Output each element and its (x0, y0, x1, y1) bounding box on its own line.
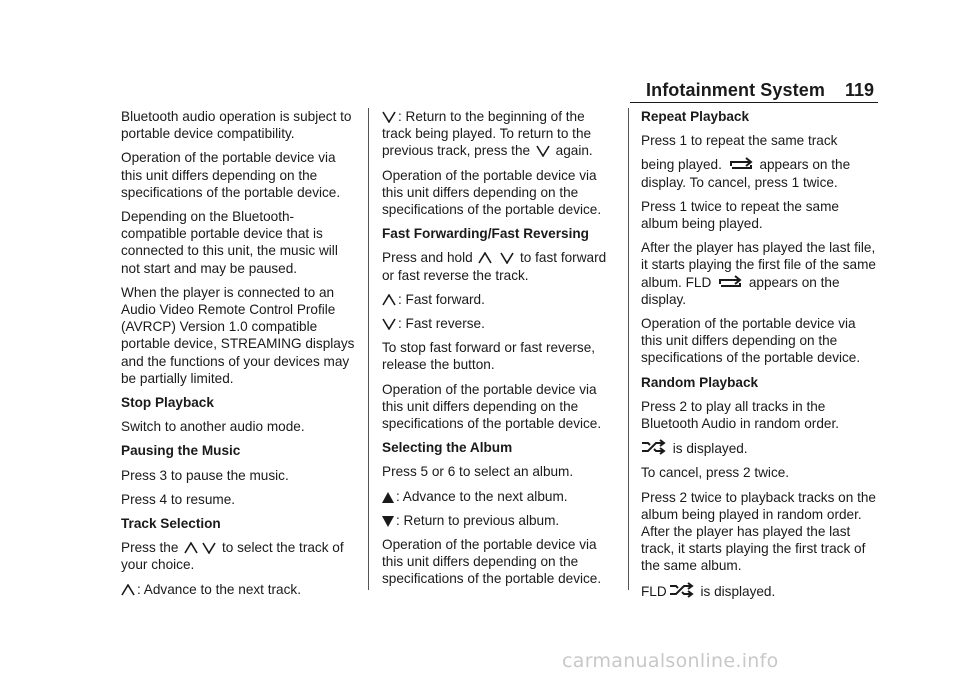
paragraph (641, 239, 876, 308)
paragraph (382, 249, 617, 283)
paragraph: Operation of the portable device via this unit differs depending on the specifications of the portable device. (641, 316, 861, 366)
repeat-icon (728, 157, 754, 171)
paragraph: Press 2 to play all tracks in the Bluetooth Audio in random order. (641, 398, 839, 432)
paragraph (641, 156, 876, 190)
paragraph: Bluetooth audio operation is subject to portable device compatibility. (121, 109, 352, 142)
text: : Advance to the next track. (137, 581, 301, 597)
seek-up-icon (478, 252, 492, 264)
text: : Return to previous album. (396, 512, 560, 528)
shuffle-icon (641, 439, 667, 455)
paragraph: Press 1 twice to repeat the same album being played. (641, 198, 839, 232)
paragraph (121, 581, 356, 598)
seek-up-icon (121, 584, 135, 596)
seek-down-icon (202, 542, 216, 554)
section-heading: Track Selection (121, 516, 221, 532)
column-2 (382, 108, 617, 595)
text: : Return to the beginning of the track being played. To return to the previous track, press the (382, 109, 592, 159)
section-heading: Repeat Playback (641, 109, 750, 124)
seek-up-icon (184, 542, 198, 554)
text: Press the (121, 540, 179, 556)
column-3 (641, 108, 876, 607)
column-1 (121, 108, 356, 605)
paragraph (382, 291, 617, 308)
paragraph (382, 315, 617, 332)
section-heading: Pausing the Music (121, 443, 241, 459)
section-heading: Stop Playback (121, 395, 214, 411)
paragraph: Operation of the portable device via this unit differs depending on the specifications of the portable device. (121, 150, 341, 200)
text: appears on the display. To cancel, press 1 twice. (641, 157, 851, 190)
seek-down-icon (500, 252, 514, 264)
paragraph: When the player is connected to an Audio Video Remote Control Profile (AVRCP) Version 1.0 compatible portable device, STREAMING displays and the functions of your devices may be partially limited. (121, 284, 355, 386)
text: Press and hold (382, 250, 473, 266)
shuffle-icon (669, 582, 695, 598)
paragraph (382, 108, 617, 160)
paragraph: Operation of the portable device via this unit differs depending on the specifications of the portable device. (382, 381, 602, 432)
section-heading: Selecting the Album (382, 440, 513, 456)
paragraph (121, 539, 356, 573)
seek-down-icon (536, 145, 550, 157)
text: appears on the display. (641, 274, 840, 307)
page-number: 119 (845, 80, 875, 100)
text: again. (555, 143, 593, 159)
text: : Fast reverse. (398, 316, 485, 332)
paragraph: To cancel, press 2 twice. (641, 465, 790, 481)
section-heading: Fast Forwarding/Fast Reversing (382, 226, 589, 242)
header-rule (630, 102, 878, 103)
paragraph: To stop fast forward or fast reverse, release the button. (382, 340, 596, 373)
repeat-icon (717, 275, 743, 289)
paragraph: Operation of the portable device via this unit differs depending on the specifications of the portable device. (382, 167, 602, 218)
text: After the player has played the last file, it starts playing the first file of the same album. FLD (641, 240, 876, 290)
paragraph: Press 1 to repeat the same track (641, 133, 838, 149)
paragraph (641, 582, 876, 600)
seek-down-icon (382, 318, 396, 330)
triangle-down-icon (382, 516, 394, 527)
paragraph: Press 2 twice to playback tracks on the album being played in random order. After the player has played the last track, it starts playing the first track of the same album. (641, 489, 876, 574)
text: to select the track of your choice. (121, 540, 344, 573)
paragraph (641, 439, 876, 457)
paragraph: Press 5 or 6 to select an album. (382, 464, 574, 480)
text: is displayed. (672, 441, 748, 457)
watermark: carmanualsonline.info (562, 650, 779, 672)
text: is displayed. (700, 583, 776, 599)
column-divider (368, 108, 369, 590)
page-title: Infotainment System (646, 80, 825, 100)
paragraph (382, 512, 617, 529)
triangle-up-icon (382, 492, 394, 503)
paragraph: Press 3 to pause the music. (121, 467, 289, 483)
seek-up-icon (382, 294, 396, 306)
paragraph: Depending on the Bluetooth-compatible portable device that is connected to this unit, the music will not start and may be paused. (121, 209, 338, 276)
text: being played. (641, 157, 722, 173)
text: : Advance to the next album. (396, 488, 568, 504)
paragraph: Press 4 to resume. (121, 491, 236, 507)
text: FLD (641, 583, 667, 599)
seek-down-icon (382, 111, 396, 123)
paragraph: Switch to another audio mode. (121, 419, 305, 435)
text: : Fast forward. (398, 291, 485, 307)
column-divider (628, 108, 629, 590)
text: to fast forward or fast reverse the track. (382, 250, 607, 283)
section-heading: Random Playback (641, 374, 759, 390)
paragraph: Operation of the portable device via this unit differs depending on the specifications of the portable device. (382, 537, 602, 587)
paragraph (382, 488, 617, 505)
